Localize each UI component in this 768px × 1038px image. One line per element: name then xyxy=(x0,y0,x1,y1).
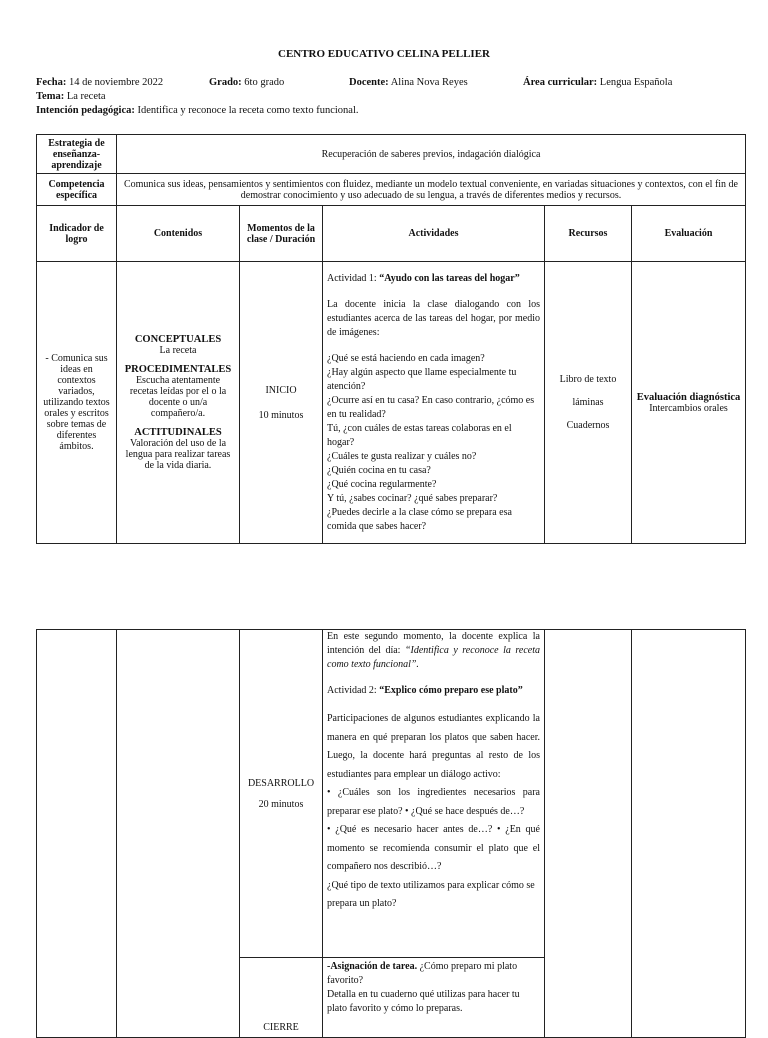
header-contenidos: Contenidos xyxy=(117,206,240,262)
evaluacion-title: Evaluación diagnóstica xyxy=(636,391,741,403)
competencia-label: Competencia específica xyxy=(37,174,117,206)
actividad2-prefix: Actividad 2: xyxy=(327,685,380,696)
estrategia-label: Estrategia de enseñanza-aprendizaje xyxy=(37,135,117,174)
cierre-text: ¿Cómo preparo mi plato favorito? xyxy=(327,961,518,986)
pregunta: ¿Puedes decirle a la clase cómo se prepara esa comida que sabes hacer? xyxy=(327,507,512,532)
intencion-value: Identifica y reconoce la receta como texto funcional. xyxy=(137,105,359,116)
header-indicador: Indicador de logro xyxy=(37,206,117,262)
recursos-cell xyxy=(545,262,632,544)
pregunta: ¿Qué cocina regularmente? xyxy=(327,479,437,490)
pregunta: ¿Qué se está haciendo en cada imagen? xyxy=(327,353,485,364)
evaluacion-cell xyxy=(632,262,746,544)
procedimentales-label: PROCEDIMENTALES xyxy=(124,364,232,375)
intencion-field xyxy=(36,105,359,116)
recursos-cont-cell xyxy=(545,630,632,1038)
area-field xyxy=(523,77,672,88)
document-title: CENTRO EDUCATIVO CELINA PELLIER xyxy=(278,48,490,60)
momento-desarrollo-cell xyxy=(240,630,323,958)
tema-label: Tema: xyxy=(36,91,65,102)
pregunta: ¿Cuáles te gusta realizar y cuáles no? xyxy=(327,451,477,462)
plan-table-2 xyxy=(36,629,746,1038)
evaluacion-sub: Intercambios orales xyxy=(649,402,728,414)
fecha-label: Fecha: xyxy=(36,77,67,88)
actitudinales-text: Valoración del uso de la lengua para realizar tareas de la vida diaria. xyxy=(125,438,231,471)
header-momentos: Momentos de la clase / Duración xyxy=(240,206,323,262)
desarrollo-intro-italic: “Identifica y reconoce la receta como texto funcional”. xyxy=(327,645,540,670)
actividad1-intro: La docente inicia la clase dialogando con los estudiantes acerca de las tareas del hogar, por medio de imágenes: xyxy=(327,299,540,338)
pregunta: Tú, ¿con cuáles de estas tareas colaboras en el hogar? xyxy=(327,423,512,448)
duracion-inicio: 10 minutos xyxy=(258,409,304,421)
docente-label: Docente: xyxy=(349,77,389,88)
fecha-value: 14 de noviembre 2022 xyxy=(68,77,164,88)
evaluacion-cont-cell xyxy=(632,630,746,1038)
pregunta: ¿Quién cocina en tu casa? xyxy=(327,465,431,476)
desarrollo-bullets-2: • ¿Qué es necesario hacer antes de…? • ¿En qué momento se recomienda consumir el plato que el compañero nos describió…? xyxy=(327,824,540,872)
competencia-value: Comunica sus ideas, pensamientos y sentimientos con fluidez, mediante un modelo textual conveniente, en variadas situaciones y contextos, con el fin de demostrar conocimiento y uso adecuado de su lengua, a través de diferentes medios y recursos. xyxy=(117,174,746,206)
grado-field xyxy=(209,77,284,88)
desarrollo-cell xyxy=(323,630,545,958)
grado-value: 6to grado xyxy=(244,77,285,88)
cierre-cell xyxy=(323,958,545,1038)
docente-field xyxy=(349,77,468,88)
duracion-desarrollo: 20 minutos xyxy=(258,798,304,810)
contenidos-cell xyxy=(117,262,240,544)
header-actividades: Actividades xyxy=(323,206,545,262)
pregunta: ¿Hay algún aspecto que llame especialmente tu atención? xyxy=(327,367,517,392)
momento-cierre-cell xyxy=(240,958,323,1038)
actividad1-title: “Ayudo con las tareas del hogar” xyxy=(379,273,520,284)
conceptuales-text: La receta xyxy=(159,345,197,356)
desarrollo-final: ¿Qué tipo de texto utilizamos para explicar cómo se prepara un plato? xyxy=(327,879,535,909)
header-recursos: Recursos xyxy=(545,206,632,262)
actitudinales-label: ACTITUDINALES xyxy=(134,427,222,438)
recurso-item: Cuadernos xyxy=(566,420,610,431)
pregunta: ¿Ocurre así en tu casa? En caso contrario, ¿cómo es en tu realidad? xyxy=(327,395,535,420)
plan-table-1 xyxy=(36,134,746,544)
desarrollo-body: Participaciones de algunos estudiantes explicando la manera en qué preparan los platos que saben hacer. Luego, la docente hará preguntas al resto de los estudiantes para emplear un diálogo activo: xyxy=(327,713,540,780)
cierre-label: -Asignación de tarea. xyxy=(327,961,418,972)
recurso-item: Libro de texto xyxy=(559,374,617,385)
indicador-cont-cell xyxy=(37,630,117,1038)
recurso-item: láminas xyxy=(572,397,604,408)
actividad2-title: “Explico cómo preparo ese plato” xyxy=(379,685,523,696)
indicador-cell: - Comunica sus ideas en contextos variados, utilizando textos orales y escritos sobre temas de diferentes ámbitos. xyxy=(37,262,117,544)
desarrollo-intro: En este segundo momento, la docente explica la intención del día: xyxy=(327,631,540,656)
fecha-field xyxy=(36,77,163,88)
contenidos-cont-cell xyxy=(117,630,240,1038)
docente-value: Alina Nova Reyes xyxy=(390,77,468,88)
procedimentales-text: Escucha atentamente recetas leídas por el o la docente o un/a compañero/a. xyxy=(129,375,227,419)
actividades-cell xyxy=(323,262,545,544)
intencion-label: Intención pedagógica: xyxy=(36,105,135,116)
momento-inicio: INICIO xyxy=(265,384,297,396)
estrategia-value: Recuperación de saberes previos, indagación dialógica xyxy=(117,135,746,174)
actividad1-prefix: Actividad 1: xyxy=(327,273,380,284)
grado-label: Grado: xyxy=(209,77,242,88)
conceptuales-label: CONCEPTUALES xyxy=(134,334,222,345)
area-value: Lengua Española xyxy=(599,77,673,88)
tema-field xyxy=(36,91,106,102)
desarrollo-bullets-1: • ¿Cuáles son los ingredientes necesarios para preparar ese plato? • ¿Qué se hace después de…? xyxy=(327,787,540,817)
momento-desarrollo: DESARROLLO xyxy=(247,777,315,789)
header-evaluacion: Evaluación xyxy=(632,206,746,262)
tema-value: La receta xyxy=(66,91,106,102)
momento-inicio-cell xyxy=(240,262,323,544)
pregunta: Y tú, ¿sabes cocinar? ¿qué sabes preparar? xyxy=(327,493,498,504)
cierre-text-2: Detalla en tu cuaderno qué utilizas para hacer tu plato favorito y cómo lo preparas. xyxy=(327,989,520,1014)
area-label: Área curricular: xyxy=(523,77,598,88)
momento-cierre: CIERRE xyxy=(263,1022,299,1033)
